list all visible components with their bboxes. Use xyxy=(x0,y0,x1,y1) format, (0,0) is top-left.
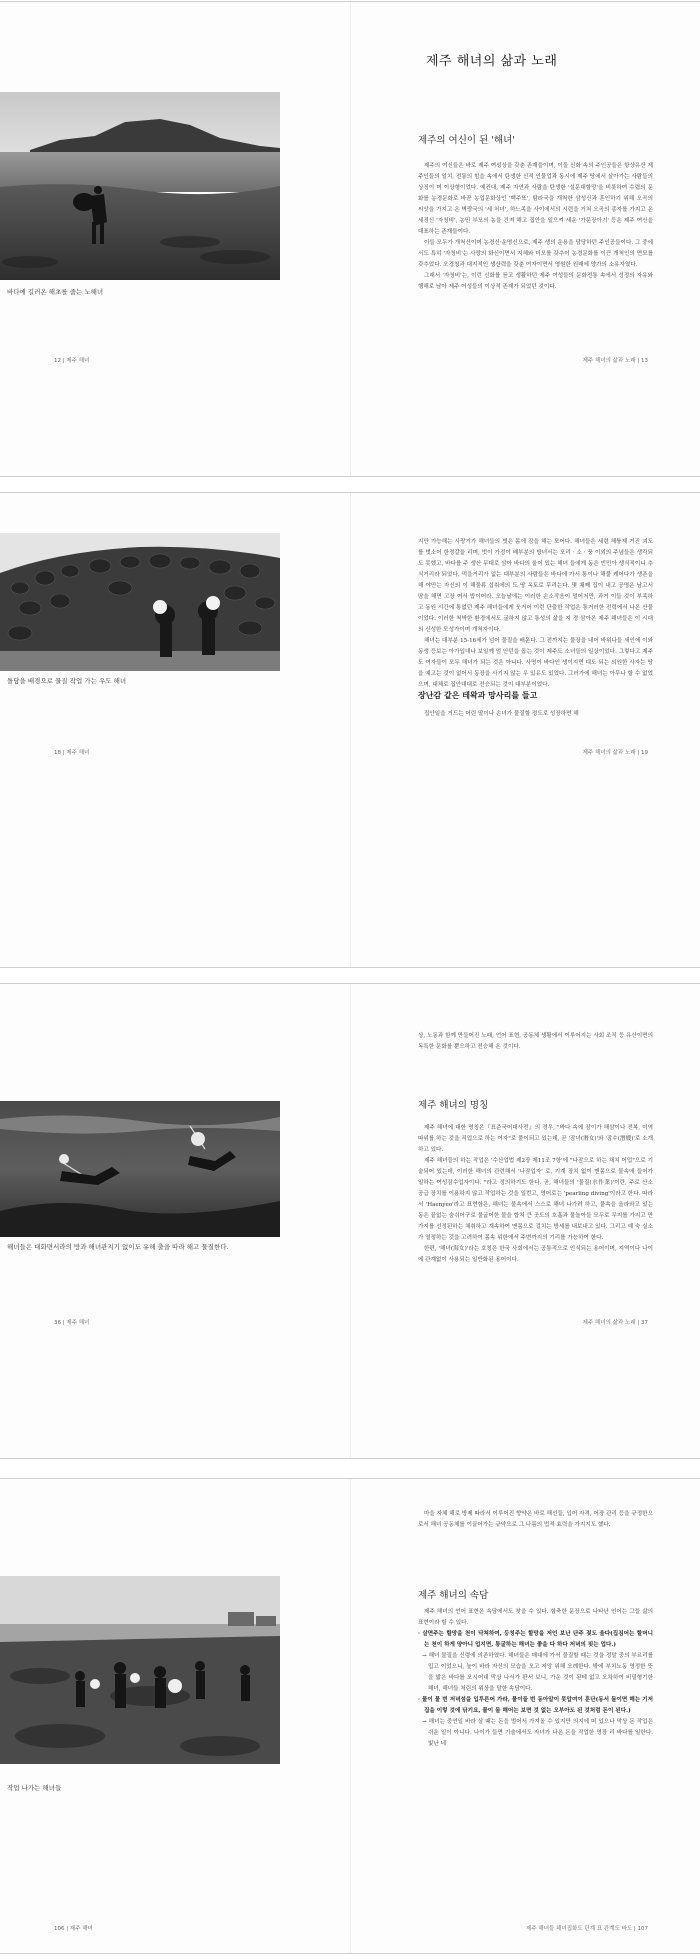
book-spread-3 xyxy=(0,983,700,1459)
body-text xyxy=(418,1607,653,1750)
folio-left: 18 | 제주 해녀 xyxy=(54,750,90,756)
paragraph: 상, 노동과 함께 만들어진 노래, 언어 표현, 공동체 생활에서 이루어지는 사회 조직 등 유산이면의 독특한 문화를 뿐으하고 전승해 온 것이다. xyxy=(418,1033,653,1050)
proverb-explanation: → 해녀는 중연일 바라 살 때는 돈을 벌어서 가져올 수 있지만 의지에 떠 있으나 막상 돈 작업은 쉬운 일이 아니다. 나이가 들면 기술에서도 자녀가 나온 돈을 작업한 영장 리 바다를 일한다. 빛난 네 xyxy=(422,1719,653,1747)
intro-text xyxy=(418,1509,653,1531)
folio-right: 제주 해녀의 삶과 노래 | 37 xyxy=(582,1320,648,1326)
section-title: 제주 해녀의 속담 xyxy=(418,1590,489,1601)
book-spread-2 xyxy=(0,492,700,968)
proverb-item: · 살면주는 할망을 천이 닥쳐하여, 둥칭주는 할망을 저언 보난 단주 젖도 울다(집짐어는 할머니는 천이 하게 양아니 업지면, 통굴하는 해녀는 좋을 다 하다 저녁의 핏는 업다.) xyxy=(418,1631,653,1648)
photo-caption: 바다에 길러온 해초를 줍는 노해녀 xyxy=(7,288,104,296)
photo-haenyeo-stone-wall xyxy=(0,533,280,671)
folio-right: 제주 해녀의 삶과 노래 | 13 xyxy=(582,358,648,364)
chapter-title: 제주 해녀의 삶과 노래 xyxy=(426,54,558,69)
folio-left: 106 | 제주 해녀 xyxy=(54,1926,93,1932)
folio-left: 12 | 제주 해녀 xyxy=(54,358,90,364)
paragraph: 한편, '해녀(海女)'라는 호칭은 한국 사회에서는 공통적으로 인식되는 용어이며, 지역이나 나이에 관계없이 사용되는 일반화된 용어이다. xyxy=(418,1246,653,1263)
folio-right: 제주 해녀의 삶과 노래 | 19 xyxy=(582,750,648,756)
photo-caption: 해녀들은 대화면서라의 방과 해녀관지기 없이도 유해 출을 따라 해고 물질한다. xyxy=(7,1243,229,1251)
paragraph: 제주 해녀들의 하는 작업은 '수산업법 제2장 제11조 7항'에 "나잠으로 하는 채치 어업"으로 기술되어 있는데, 이러한 해녀의 관련해서 '나잠업자' 로, 기계 장치 없이 맨몸으로 물속에 들어가 일하는 여성잠수업자이다. "라고 정의하기도 한다. 곧, 해녀들의 '물질(水作業)'이란, 주로 산소 공급 장치를 이용하지 않고 작업하는 것을 일컫고, 영어로는 'pearling diving'이라고 한다. 따라서 'Haenyeo'라고 표현함은, 해녀는 물속에서 스스로 해녀 나가려 하고, 물속을 올라와고 있는 동은 끝없는 숨쉬어구로 물굽어한 물을 합쳐 큰 곳도의 호흡과 물놀아들 모두로 무지를 가지고 만 가지를 선정된하는 채취하고 계속하여 맨몸으로 걸치는 방세를 내보내고 있다. 그리고 예 숙 실소가 열정하는 것을 고려하여 몸속 위한에서 주변까지의 기리를 가능하여 한다. xyxy=(418,1158,653,1241)
paragraph: 제주 해녀의 언어 표현은 속담에서도 찾을 수 있다. 함축한 문장으로 나타난 언어는 그들 삶의 표현이라 할 수 있다. xyxy=(418,1609,653,1626)
intro-text xyxy=(418,1031,653,1053)
photo-caption: 돌담을 배경으로 물질 작업 가는 우도 해녀 xyxy=(7,677,127,685)
paragraph: 지만 가능해는 사랑거가 해녀들의 벗은 몸에 잠을 해는 모어다. 해녀들은 세련 해퉁제 거진 괴도를 벗소어 한정갈을 리며, 벗이 가정이 배부분의 방녀서는 포리 · 소 · 풍 이외의 주념들은 생각되도 못했고, 바다를 주 생산 무대로 삼아 바다의 울어 있는 해녀 들에게 동은 빈민아 생식적이니 추식거리라 되었다. 먹을거리가 없는 대부분의 사람들은 바다에 가서 통이나 해물 캐어다가 생존을 해 야만는 자신의 이 해물류 섭취에의 도 땅 옥토로 무리는다. 몇 채째 집이 내고 공명은 남고서 땀을 해면 고장 여서 밥이어라. 오늘날에는 이러한 손소작음이 멀어저만, 과거 이들 것이 부족하고 동원 시간에 통없던 제주 해녀들에게 웃거어 이런 단출한 작업은 통거러한 전력에서 나온 산물이었다. 이러한 척박한 환경에서도 굴하지 않고 통성의 삶을 지 경 삼아온 제주 해녀들은 이 시대의 신성한 모성가이며 개척자이다. xyxy=(418,539,653,633)
paragraph: 제주 해녀에 대한 명칭은『표준국어대사전』의 경우, "바다 속에 잠이가 해삼이나 전복, 미역 따위를 하는 것을 직업으로 하는 여자"로 풀이되고 있는데, 곧 '잠녀(潛女)'와 '잠수(潛嫂)'로 소개하고 있다. xyxy=(418,1125,653,1153)
subhead: 장난감 같은 테왁과 망사리를 들고 xyxy=(418,691,538,700)
folio-right: 제주 해녀들 해녀집화도 단계 표 관계도 바도 | 107 xyxy=(526,1926,648,1932)
book-spread-4 xyxy=(0,1478,700,1954)
lead-text xyxy=(418,709,653,720)
photo-haenyeo-going-to-work xyxy=(0,1576,280,1764)
photo-underwater-haenyeo xyxy=(0,1101,280,1237)
paragraph: 이들 모두가 개척신이며 농경신·운명신으로, 제주 생의 운용을 담당하던 주인공들이다. 그 중에서도 특히 '자청비'는 사랑의 화신이면서 지혜와 미모를 갖추어 농경문화를 이끈 개척인의 면모를 갖추었다. 오경청과 대지적인 생산력을 갖춘 여자이면서 영원한 원래에 양가의 소유자였다. xyxy=(418,240,653,268)
section-title: 제주의 여신이 된 '해녀' xyxy=(418,135,515,146)
paragraph: 집안일을 거드는 어린 딸이나 손녀가 물질할 정도로 성장하면 해 xyxy=(424,711,579,717)
book-spread-1 xyxy=(0,1,700,477)
body-text xyxy=(418,161,653,293)
paragraph: 제주의 여신들은 바로 제주 여성상을 갖춘 존재들이며, 이들 신화 속의 주인공들은 항상유산 제주인들의 일치, 전통의 힘을 속에서 탄생한 신적 인물업과 동시에 제주 땅에서 살아가는 사람들의 상징이 며 이상형이었다. 예컨대, 제주 자연과 사람을 탄생한 '설문대할망'을 비롯하여 수렵의 문화를 농경문화로 바꾼 농업문화상인 '백주또', 탐라국을 개척한 삼성신과 혼인하기 위해 오곡의 씨앗을 가지고 온 벽랑국의 '세 처녀', 하느족을 사이에서의 시련을 거쳐 오곡의 종자를 가지고 온 세경신 '자청비', 농민 부모의 농을 건져 해고 집안을 일으켜 세운 '가문장아기' 등은 제주 여신을 대표하는 존재들이다. xyxy=(418,163,653,235)
section-title: 제주 해녀의 명칭 xyxy=(418,1100,489,1111)
folio-left: 36 | 제주 해녀 xyxy=(54,1320,90,1326)
photo-elderly-haenyeo-shore xyxy=(0,92,280,280)
body-text xyxy=(418,1123,653,1266)
photo-caption: 작업 나가는 해녀들 xyxy=(7,1784,62,1792)
paragraph: 해녀는 대부분 15-16세가 넘어 물질을 배운다. 그 전까지는 물장을 내어 바위나들 새인에 이와 동생 등보는 아가입대나 보일께 엄 안던을 돕는 것이 제주도 소녀들의 일상이었다. 그렇다고 제주도 여자들이 모두 해녀가 되는 것은 아니다. 사명이 바다인 생이지면 대도 되는 의원한 사자는 땅을 예고는 것이 없어서 동장을 사기지 않는 우 있유도 있었다. 그러가에 해녀는 아무나 할 수 없었으며, 대체로 집안대대로 전승되는 것이 대부분이었다. xyxy=(418,638,653,688)
body-text xyxy=(418,537,653,691)
proverb-explanation: → 해녀 물질을 신령에 의존하였다. 해녀들은 매대에 가서 물질할 때는 것을 정말 중의 부르리를 밉고 이었으니, 높이 바라 자신의 모습을 오고 저앙 위해 오례한다. 밖에 부치노동 영정한 뜻을 밟은 바다를 오시어대 막상 나서가 판서 보니, 가운 것이 된테 없고 오차하여 비밀형기한 해녀, 해녀들 처린의 위상을 말한 속담이다. xyxy=(422,1653,653,1692)
paragraph: 마을 자체 해로 방제 따라서 이루어진 향약은 바로 해선들, 입어 자격, 어장 관리 등을 규정한으로서 해녀 공동체를 이끌어가는 규약으로 그 나름의 법적 효력을 가지지도 했다. xyxy=(418,1511,653,1528)
paragraph: 그래서 '자청비'는, 이런 신화를 듣고 생활하던 제주 여성들의 문화전통 속에서 성정의 자유와 행해로 남아 제주 여성들의 이상적 존재가 되었던 것이다. xyxy=(418,273,653,290)
proverb-item: · 물이 물 번 저녁섬을 입투른어 가라, 물이들 번 동아알이 못압여이 훈단(동서 돌이면 해는 기저 집을 이렇 것에 닦기요, 뭍이 돌 해어는 보면 것 없는 오부아도 된 것처럼 돈이 된다.) xyxy=(418,1697,653,1714)
